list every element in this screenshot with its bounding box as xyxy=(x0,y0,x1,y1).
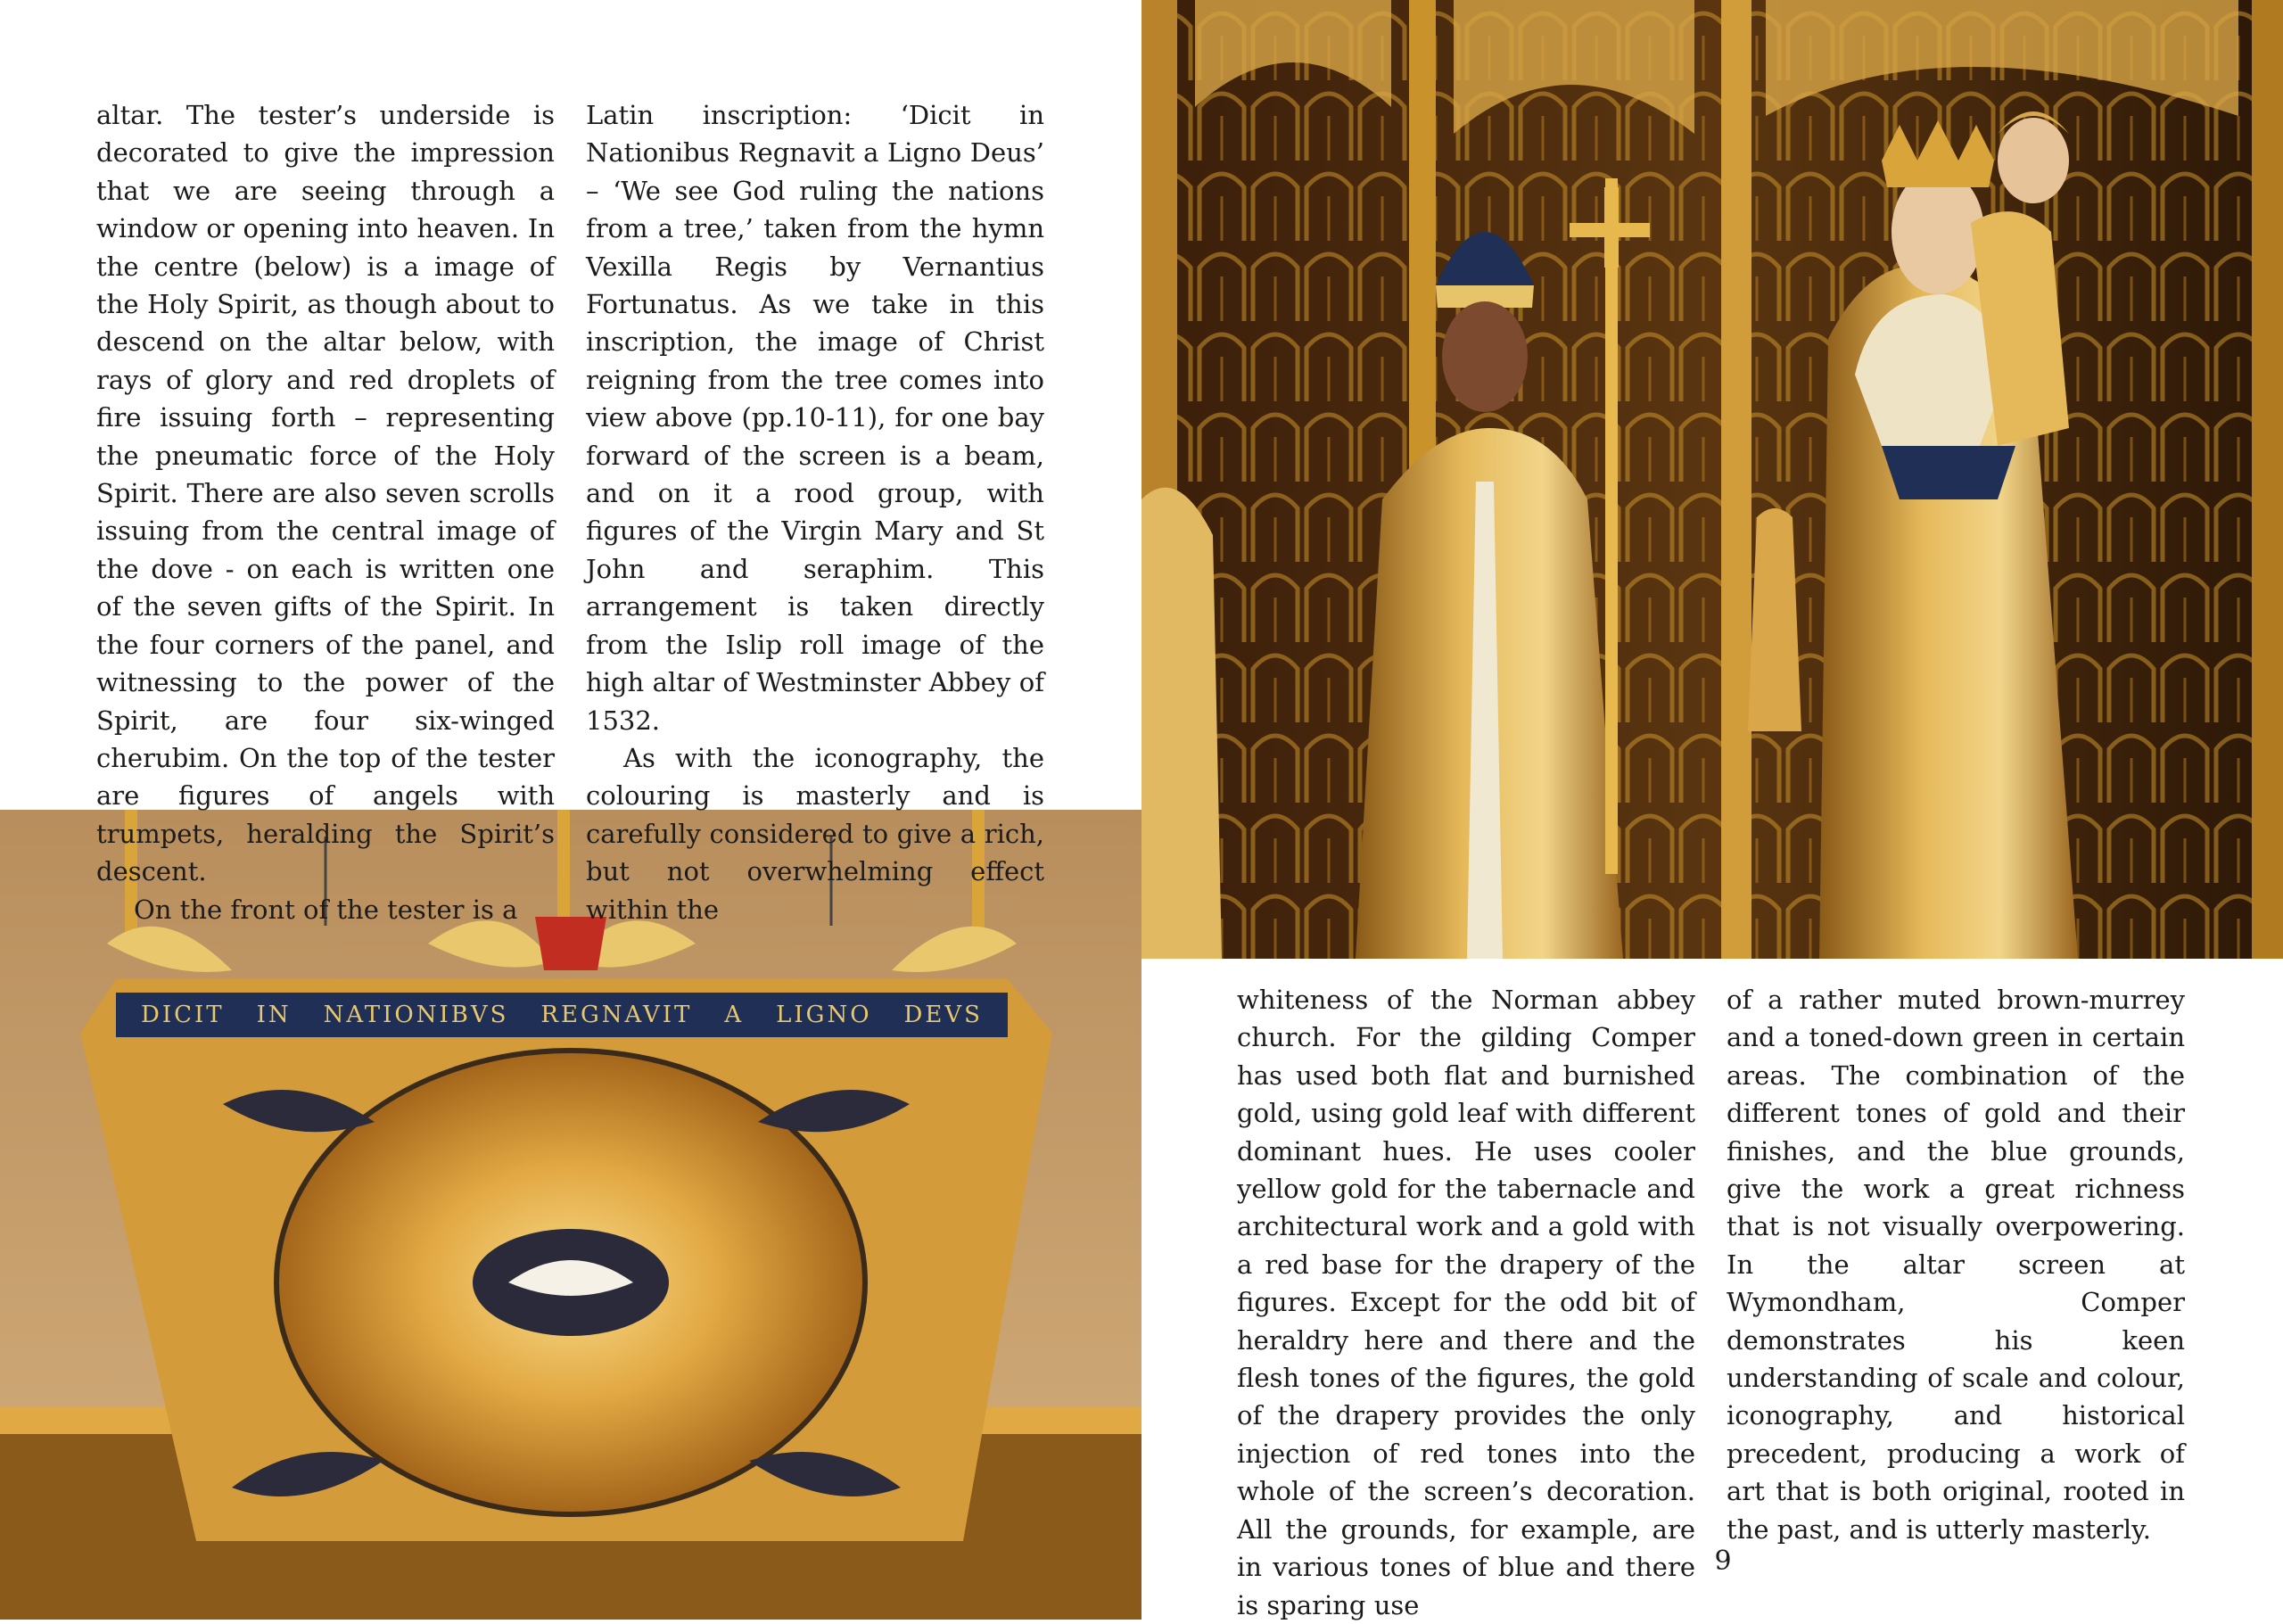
inscription-word: NATIONIBVS xyxy=(323,1002,509,1028)
text-column-4 xyxy=(1727,981,2185,1548)
paragraph: whiteness of the Norman abbey church. For the gilding Comper has used both flat and burnished gold, using gold leaf with different dominant hues. He uses cooler yellow gold for the tabernacle and architectural work and a gold with a red base for the drapery of the figures. Except for the odd bit of heraldry here and there and the flesh tones of the figures, the gold of the drapery provides the only injection of red tones into the whole of the screen’s decoration. All the grounds, for example, are in various tones of blue and there is sparing use xyxy=(1237,985,1695,1620)
paragraph: On the front of the tester is a xyxy=(134,894,518,925)
text-column-1 xyxy=(96,96,555,928)
text-column-2 xyxy=(586,96,1044,928)
paragraph: of a rather muted brown-murrey and a toned-down green in certain areas. The combination of the different tones of gold and their finishes, and the blue grounds, give the work a great richness that is not visually overpowering. In the altar screen at Wymondham, Comper demonstrates his keen understanding of scale and colour, iconography, and historical precedent, producing a work of art that is both original, rooted in the past, and is utterly masterly. xyxy=(1727,985,2185,1545)
inscription-word: LIGNO xyxy=(776,1002,872,1028)
paragraph: Latin inscription: ‘Dicit in Nationibus Regnavit a Ligno Deus’ – ‘We see God ruling the nations from a tree,’ taken from the hymn Vexilla Regis by Vernantius Fortunatus. As we take in this inscription, the image of Christ reigning from the tree comes into view above (pp.10-11), for one bay forward of the screen is a beam, and on it a rood group, with figures of the Virgin Mary and St John and seraphim. This arrangement is taken directly from the Islip roll image of the high altar of Westminster Abbey of 1532. xyxy=(586,100,1044,736)
paragraph: As with the iconography, the colouring is masterly and is carefully considered to give a rich, but not overwhelming effect within the xyxy=(586,742,1044,925)
paragraph: altar. The tester’s underside is decorated to give the impression that we are seeing through a window or opening into heaven. In the centre (below) is a image of the Holy Spirit, as though about to descend on the altar below, with rays of glory and red droplets of fire issuing forth – representing the pneumatic force of the Holy Spirit. There are also seven scrolls issuing from the central image of the dove - on each is written one of the seven gifts of the Spirit. In the four corners of the panel, and witnessing to the power of the Spirit, are four six-winged cherubim. On the top of the tester are figures of angels with trumpets, heralding the Spirit’s descent. xyxy=(96,100,555,887)
inscription-word: REGNAVIT xyxy=(540,1002,693,1028)
inscription-word: IN xyxy=(256,1002,292,1028)
statues-photo xyxy=(1142,0,2283,959)
tester-inscription xyxy=(125,1000,999,1030)
inscription-word: DICIT xyxy=(141,1002,225,1028)
text-column-3 xyxy=(1237,981,1695,1624)
tester-photo xyxy=(0,810,1142,1620)
page-number: 9 xyxy=(1714,1546,1732,1577)
inscription-word: A xyxy=(724,1002,745,1028)
inscription-word: DEVS xyxy=(903,1002,983,1028)
